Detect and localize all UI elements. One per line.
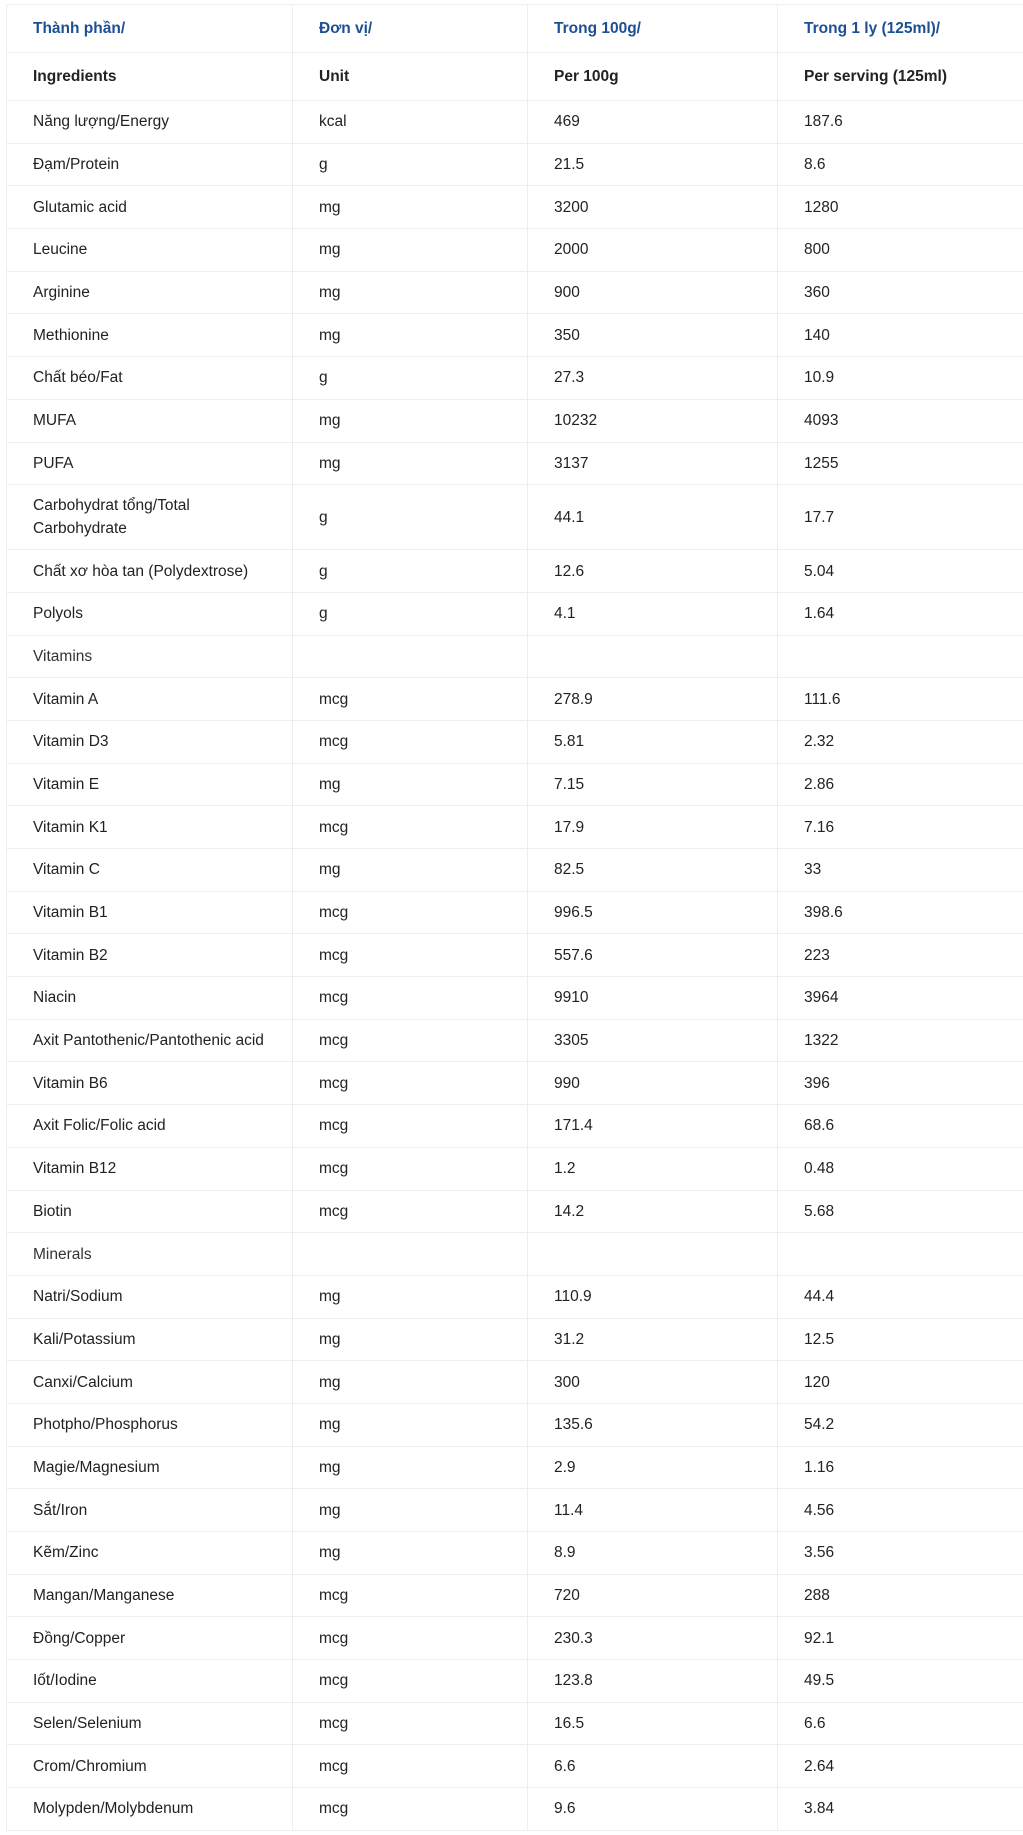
cell-per-100g: 135.6 [528,1403,778,1446]
cell-per-serving: 1.16 [778,1446,1023,1489]
cell-ingredient: Glutamic acid [7,186,293,229]
cell-unit [293,635,528,678]
table-row [7,399,1023,442]
cell-per-serving: 68.6 [778,1105,1023,1148]
cell-ingredient: Vitamin B6 [7,1062,293,1105]
cell-ingredient: Vitamin E [7,763,293,806]
cell-per-serving: 2.64 [778,1745,1023,1788]
cell-unit: g [293,592,528,635]
cell-ingredient: Vitamin C [7,849,293,892]
table-row [7,635,1023,678]
table-row [7,891,1023,934]
table-row [7,1361,1023,1404]
header-row-english [7,53,1023,101]
header-ingredient-en: Ingredients [7,53,293,101]
table-row [7,485,1023,550]
cell-per-serving [778,635,1023,678]
cell-per-serving: 140 [778,314,1023,357]
cell-unit: mcg [293,1147,528,1190]
cell-unit: g [293,143,528,186]
cell-unit: mg [293,442,528,485]
table-row [7,592,1023,635]
cell-unit: mcg [293,1745,528,1788]
cell-unit: mcg [293,806,528,849]
cell-per-100g: 11.4 [528,1489,778,1532]
header-ingredient-vi: Thành phần/ [7,5,293,53]
cell-per-serving: 1280 [778,186,1023,229]
cell-unit: mg [293,399,528,442]
cell-ingredient: Vitamin A [7,678,293,721]
table-row [7,550,1023,593]
cell-ingredient: Molypden/Molybdenum [7,1788,293,1831]
cell-per-100g: 3200 [528,186,778,229]
cell-unit: mcg [293,977,528,1020]
cell-ingredient: Vitamin B1 [7,891,293,934]
cell-per-100g: 4.1 [528,592,778,635]
cell-unit: mg [293,1361,528,1404]
cell-unit: g [293,357,528,400]
table-row [7,849,1023,892]
cell-unit: mcg [293,1617,528,1660]
cell-per-serving: 44.4 [778,1275,1023,1318]
header-per100g-vi: Trong 100g/ [528,5,778,53]
cell-ingredient: Axit Folic/Folic acid [7,1105,293,1148]
cell-per-100g: 171.4 [528,1105,778,1148]
cell-unit: mcg [293,934,528,977]
cell-per-100g: 6.6 [528,1745,778,1788]
cell-ingredient: Minerals [7,1233,293,1276]
cell-per-100g: 1.2 [528,1147,778,1190]
cell-ingredient: Photpho/Phosphorus [7,1403,293,1446]
table-row [7,1233,1023,1276]
cell-unit: mcg [293,678,528,721]
cell-per-100g: 720 [528,1574,778,1617]
cell-unit: mcg [293,1062,528,1105]
table-row [7,1105,1023,1148]
cell-ingredient: Kali/Potassium [7,1318,293,1361]
nutrition-table [6,4,1023,1831]
table-row [7,357,1023,400]
cell-ingredient: Kẽm/Zinc [7,1532,293,1575]
cell-per-100g: 82.5 [528,849,778,892]
cell-ingredient: Đạm/Protein [7,143,293,186]
table-row [7,1190,1023,1233]
cell-unit: mg [293,763,528,806]
cell-per-serving: 6.6 [778,1702,1023,1745]
cell-unit: mg [293,229,528,272]
cell-unit: mcg [293,891,528,934]
cell-ingredient: Chất xơ hòa tan (Polydextrose) [7,550,293,593]
cell-ingredient: PUFA [7,442,293,485]
cell-per-100g: 27.3 [528,357,778,400]
cell-unit: mg [293,1318,528,1361]
cell-per-serving: 398.6 [778,891,1023,934]
cell-ingredient: Biotin [7,1190,293,1233]
cell-ingredient: Đồng/Copper [7,1617,293,1660]
table-row [7,1489,1023,1532]
table-row [7,1446,1023,1489]
cell-per-serving: 120 [778,1361,1023,1404]
cell-ingredient: Canxi/Calcium [7,1361,293,1404]
table-row [7,1532,1023,1575]
table-row [7,977,1023,1020]
cell-per-serving: 800 [778,229,1023,272]
cell-unit: mcg [293,1788,528,1831]
cell-ingredient: MUFA [7,399,293,442]
cell-per-serving: 10.9 [778,357,1023,400]
cell-per-100g: 3137 [528,442,778,485]
cell-per-100g: 8.9 [528,1532,778,1575]
cell-per-100g: 7.15 [528,763,778,806]
cell-per-100g: 9.6 [528,1788,778,1831]
cell-per-100g: 300 [528,1361,778,1404]
cell-per-100g: 2000 [528,229,778,272]
cell-per-serving: 111.6 [778,678,1023,721]
cell-ingredient: Iốt/Iodine [7,1660,293,1703]
table-row [7,1702,1023,1745]
cell-unit: mg [293,849,528,892]
table-row [7,314,1023,357]
header-unit-vi: Đơn vị/ [293,5,528,53]
cell-per-serving: 54.2 [778,1403,1023,1446]
cell-per-100g: 31.2 [528,1318,778,1361]
cell-unit: mg [293,1403,528,1446]
cell-per-serving: 3964 [778,977,1023,1020]
cell-unit: mcg [293,1019,528,1062]
cell-per-serving: 8.6 [778,143,1023,186]
table-row [7,934,1023,977]
cell-unit: g [293,550,528,593]
table-row [7,1403,1023,1446]
cell-per-serving: 396 [778,1062,1023,1105]
cell-per-100g: 14.2 [528,1190,778,1233]
header-unit-en: Unit [293,53,528,101]
header-per100g-en: Per 100g [528,53,778,101]
cell-per-100g: 557.6 [528,934,778,977]
cell-per-100g: 9910 [528,977,778,1020]
cell-per-serving: 2.32 [778,720,1023,763]
cell-per-serving: 288 [778,1574,1023,1617]
cell-per-serving: 187.6 [778,101,1023,144]
table-row [7,806,1023,849]
cell-per-serving [778,1233,1023,1276]
cell-ingredient: Vitamin B12 [7,1147,293,1190]
cell-unit: mcg [293,1660,528,1703]
cell-unit: mcg [293,1190,528,1233]
cell-unit: mg [293,1532,528,1575]
cell-per-100g: 2.9 [528,1446,778,1489]
cell-per-100g: 990 [528,1062,778,1105]
cell-per-100g: 230.3 [528,1617,778,1660]
table-row [7,720,1023,763]
cell-per-100g: 3305 [528,1019,778,1062]
cell-per-100g: 10232 [528,399,778,442]
table-row [7,143,1023,186]
cell-per-serving: 360 [778,271,1023,314]
cell-per-serving: 1255 [778,442,1023,485]
table-row [7,1617,1023,1660]
cell-per-serving: 3.56 [778,1532,1023,1575]
cell-per-serving: 1322 [778,1019,1023,1062]
cell-ingredient: Methionine [7,314,293,357]
cell-unit: mg [293,314,528,357]
cell-ingredient: Chất béo/Fat [7,357,293,400]
cell-per-serving: 4.56 [778,1489,1023,1532]
table-row [7,1275,1023,1318]
table-row [7,1318,1023,1361]
table-row [7,1745,1023,1788]
cell-unit: mcg [293,1574,528,1617]
cell-per-100g: 900 [528,271,778,314]
cell-ingredient: Vitamin B2 [7,934,293,977]
cell-ingredient: Leucine [7,229,293,272]
cell-per-serving: 2.86 [778,763,1023,806]
cell-ingredient: Axit Pantothenic/Pantothenic acid [7,1019,293,1062]
cell-per-serving: 0.48 [778,1147,1023,1190]
cell-per-100g: 996.5 [528,891,778,934]
cell-ingredient: Polyols [7,592,293,635]
cell-ingredient: Sắt/Iron [7,1489,293,1532]
cell-per-serving: 49.5 [778,1660,1023,1703]
cell-per-100g: 5.81 [528,720,778,763]
table-row [7,1788,1023,1831]
cell-per-serving: 17.7 [778,485,1023,550]
cell-per-serving: 7.16 [778,806,1023,849]
cell-ingredient: Mangan/Manganese [7,1574,293,1617]
table-row [7,678,1023,721]
cell-per-100g [528,635,778,678]
cell-ingredient: Vitamin D3 [7,720,293,763]
cell-per-100g: 110.9 [528,1275,778,1318]
cell-ingredient: Selen/Selenium [7,1702,293,1745]
table-row [7,1062,1023,1105]
cell-unit: mcg [293,1105,528,1148]
header-perserving-vi: Trong 1 ly (125ml)/ [778,5,1023,53]
cell-per-serving: 92.1 [778,1617,1023,1660]
cell-per-100g: 123.8 [528,1660,778,1703]
table-header [7,5,1023,101]
cell-unit: mg [293,1275,528,1318]
cell-per-100g: 278.9 [528,678,778,721]
cell-unit [293,1233,528,1276]
table-row [7,1660,1023,1703]
cell-unit: mcg [293,1702,528,1745]
table-row [7,1574,1023,1617]
cell-per-100g: 469 [528,101,778,144]
cell-unit: mg [293,271,528,314]
cell-ingredient: Năng lượng/Energy [7,101,293,144]
cell-ingredient: Niacin [7,977,293,1020]
cell-per-100g: 17.9 [528,806,778,849]
header-row-vietnamese [7,5,1023,53]
cell-per-100g [528,1233,778,1276]
cell-per-serving: 1.64 [778,592,1023,635]
cell-unit: mg [293,1489,528,1532]
cell-unit: g [293,485,528,550]
cell-per-100g: 350 [528,314,778,357]
cell-per-100g: 44.1 [528,485,778,550]
cell-ingredient: Carbohydrat tổng/Total Carbohydrate [7,485,293,550]
cell-ingredient: Natri/Sodium [7,1275,293,1318]
table-row [7,1019,1023,1062]
cell-ingredient: Magie/Magnesium [7,1446,293,1489]
table-row [7,186,1023,229]
table-row [7,101,1023,144]
cell-ingredient: Vitamins [7,635,293,678]
cell-per-100g: 21.5 [528,143,778,186]
header-perserving-en: Per serving (125ml) [778,53,1023,101]
table-row [7,229,1023,272]
cell-per-serving: 12.5 [778,1318,1023,1361]
cell-ingredient: Vitamin K1 [7,806,293,849]
cell-per-100g: 16.5 [528,1702,778,1745]
cell-per-serving: 33 [778,849,1023,892]
table-row [7,1147,1023,1190]
cell-ingredient: Crom/Chromium [7,1745,293,1788]
table-body [7,101,1023,1831]
cell-per-serving: 5.04 [778,550,1023,593]
cell-unit: mcg [293,720,528,763]
cell-unit: kcal [293,101,528,144]
table-row [7,271,1023,314]
cell-per-serving: 5.68 [778,1190,1023,1233]
cell-per-serving: 4093 [778,399,1023,442]
cell-ingredient: Arginine [7,271,293,314]
table-row [7,763,1023,806]
cell-per-serving: 3.84 [778,1788,1023,1831]
cell-unit: mg [293,1446,528,1489]
cell-unit: mg [293,186,528,229]
cell-per-serving: 223 [778,934,1023,977]
cell-per-100g: 12.6 [528,550,778,593]
table-row [7,442,1023,485]
